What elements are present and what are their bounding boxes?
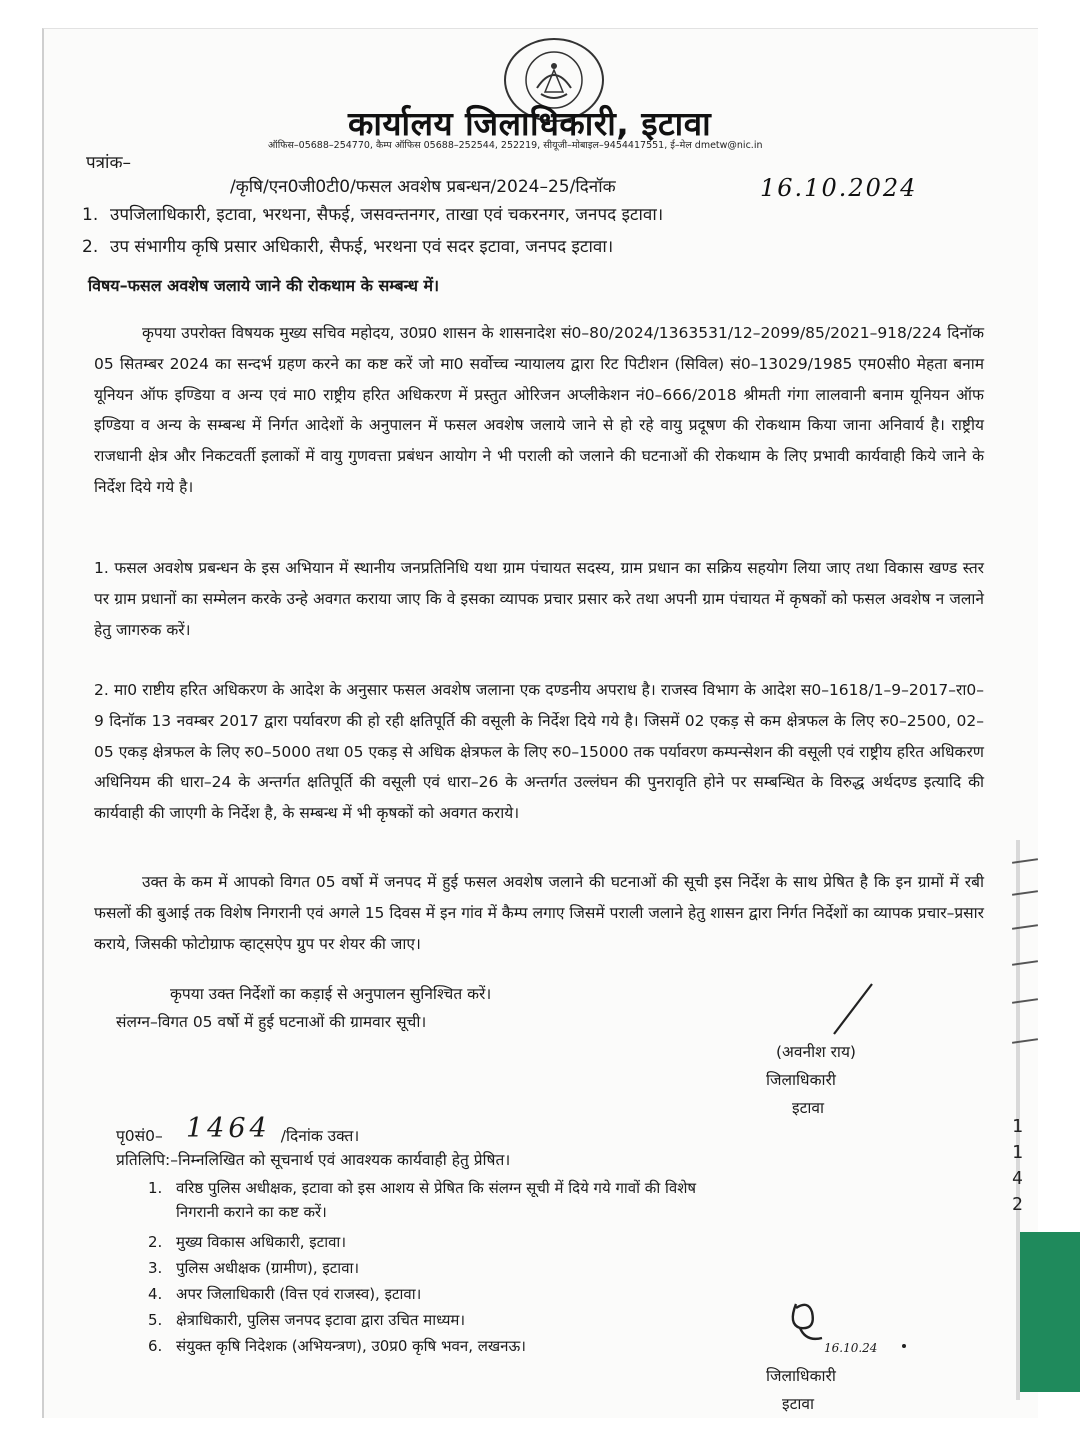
addressee-2: 2. उप संभागीय कृषि प्रसार अधिकारी, सैफई, भरथना एवं सदर इटावा, जनपद इटावा।: [82, 237, 614, 257]
copy-item: 2. मुख्य विकास अधिकारी, इटावा।: [148, 1233, 347, 1251]
copy-item: 4. अपर जिलाधिकारी (वित्त एवं राजस्व), इटावा।: [148, 1285, 422, 1303]
point-1: 1. फसल अवशेष प्रबन्धन के इस अभियान में स्थानीय जनप्रतिनिधि यथा ग्राम पंचायत सदस्य, ग्राम प्रधान का सक्रिय सहयोग लिया जाए तथा विकास खण्ड स्तर पर ग्राम प्रधानों का सम्मेलन करके उन्हे अवगत कराया जाए कि वे इसका व्यापक प्रचार प्रसार करे तथा अपनी ग्राम पंचायत में कृषकों को फसल अवशेष न जलाने हेतु जागरुक करें।: [94, 559, 984, 639]
edge-marks: [1012, 1114, 1023, 1218]
copy-item: 6. संयुक्त कृषि निदेशक (अभियन्त्रण), उ0प्र0 कृषि भवन, लखनऊ।: [148, 1337, 526, 1355]
copy-intro: प्रतिलिपि:–निम्नलिखित को सूचनार्थ एवं आवश्यक कार्यवाही हेतु प्रेषित।: [116, 1151, 511, 1169]
signatory-designation: जिलाधिकारी: [766, 1071, 836, 1089]
copy-item: 1. वरिष्ठ पुलिस अधीक्षक, इटावा को इस आशय से प्रेषित कि संलग्न सूची में दिये गये गावों की विशेष निगरानी कराने का कष्ट करें।: [148, 1179, 697, 1221]
office-title: कार्यालय जिलाधिकारी, इटावा: [348, 104, 712, 143]
edge-mark: 4: [1012, 1168, 1023, 1189]
endorsement-place: इटावा: [782, 1395, 815, 1413]
endorsement-label: पृ0सं0– /दिनांक उक्त।: [116, 1127, 360, 1145]
handwritten-endorsement-number: 1464: [186, 1113, 271, 1144]
handwritten-date: 16.10.2024: [760, 174, 918, 202]
subject-line: विषय–फसल अवशेष जलाये जाने की रोकथाम के सम्बन्ध में।: [88, 276, 440, 295]
green-background: [1020, 1232, 1080, 1392]
addressee-1: 1. उपजिलाधिकारी, इटावा, भरथना, सैफई, जसवन्तनगर, ताखा एवं चकरनगर, जनपद इटावा।: [82, 205, 664, 225]
endorsement-designation: जिलाधिकारी: [766, 1367, 836, 1385]
edge-mark: 1: [1012, 1116, 1023, 1137]
intro-paragraph: कृपया उपरोक्त विषयक मुख्य सचिव महोदय, उ0प्र0 शासन के शासनादेश सं0–80/2024/1363531/12–2099/85/2021–918/224 दिनॉक 05 सितम्बर 2024 का सन्दर्भ ग्रहण करने का कष्ट करें जो मा0 सर्वोच्च न्यायालय द्वारा रिट पिटीशन (सिविल) सं0–13029/1985 एम0सी0 मेहता बनाम यूनियन ऑफ इण्डिया व अन्य एवं मा0 राष्ट्रीय हरित अधिकरण में प्रस्तुत ओरिजन अप्लीकेशन नं0–666/2018 श्रीमती गंगा लालवानी बनाम यूनियन ऑफ इण्डिया व अन्य के सम्बन्ध में निर्गत आदेशों के अनुपालन में फसल अवशेष जलाये जाने से हो रहे वायु प्रदूषण की रोकथाम किया जाना अनिवार्य है। राष्ट्रीय राजधानी क्षेत्र और निकटवर्ती इलाकों में वायु गुणवत्ता प्रबंधन आयोग ने भी पराली को जलाने की घटनाओं की रोकथाम के लिए प्रभावी कार्यवाही किये जाने के निर्देश दिये गये है।: [94, 324, 984, 496]
closing-line: कृपया उक्त निर्देशों का कड़ाई से अनुपालन सुनिश्चित करें।: [170, 985, 492, 1003]
signatory-place: इटावा: [792, 1099, 825, 1117]
point-2: 2. मा0 राष्टीय हरित अधिकरण के आदेश के अनुसार फसल अवशेष जलाना एक दण्डनीय अपराध है। राजस्व विभाग के आदेश स0–1618/1–9–2017–रा0–9 दिनॉक 13 नवम्बर 2017 द्वारा पर्यावरण की हो रही क्षतिपूर्ति की वसूली के निर्देश दिये गये है। जिसमें 02 एकड़ से कम क्षेत्रफल के लिए रु0–2500, 02–05 एकड़ क्षेत्रफल के लिए रु0–5000 तथा 05 एकड़ से अधिक क्षेत्रफल के लिए रु0–15000 तक पर्यावरण कम्पन्सेशन की वसूली एवं राष्ट्रीय हरित अधिकरण अधिनियम की धारा–24 के अन्तर्गत क्षतिपूर्ति की वसूली एवं धारा–26 के अन्तर्गत उल्लंघन की पुनरावृति होने पर सम्बन्धित के विरुद्ध अर्थदण्ड इत्यादि की कार्यवाही की जाएगी के निर्देश है, के सम्बन्ध में भी कृषकों को अवगत कराये।: [94, 681, 984, 823]
signatory-name: (अवनीश राय): [776, 1043, 856, 1061]
reference-line: /कृषि/एन0जी0टी0/फसल अवशेष प्रबन्धन/2024–25/दिनॉक: [230, 177, 616, 197]
handwritten-sign-date: 16.10.24: [824, 1341, 878, 1355]
paragraph-3: उक्त के कम में आपको विगत 05 वर्षो में जनपद में हुई फसल अवशेष जलाने की घटनाओं की सूची इस निर्देश के साथ प्रेषित है कि इन ग्रामों में रबी फसलों की बुआई तक विशेष निगरानी एवं अगले 15 दिवस में इन गांव में कैम्प लगाए जिसमें पराली जलाने हेतु शासन द्वारा निर्गत निर्देशों का व्यापक प्रचार–प्रसार कराये, जिसकी फोटोग्राफ व्हाट्सऐप ग्रुप पर शेयर की जाए।: [94, 873, 984, 953]
edge-mark: 2: [1012, 1194, 1023, 1215]
signature-mark: [828, 980, 878, 1040]
copy-item: 5. क्षेत्राधिकारी, पुलिस जनपद इटावा द्वारा उचित माध्यम।: [148, 1311, 466, 1329]
edge-ticks: [1012, 830, 1052, 1070]
enclosure-line: संलग्न–विगत 05 वर्षो में हुई घटनाओं की ग्रामवार सूची।: [116, 1013, 427, 1031]
letter-number-label: पत्रांक–: [86, 153, 131, 173]
contact-line: ऑफिस–05688–254770, कैम्प ऑफिस 05688–252544, 252219, सीयूजी–मोबाइल–9454417551, ई–मेल dmetw@nic.in: [268, 140, 763, 151]
edge-mark: 1: [1012, 1142, 1023, 1163]
copy-item: 3. पुलिस अधीक्षक (ग्रामीण), इटावा।: [148, 1259, 360, 1277]
